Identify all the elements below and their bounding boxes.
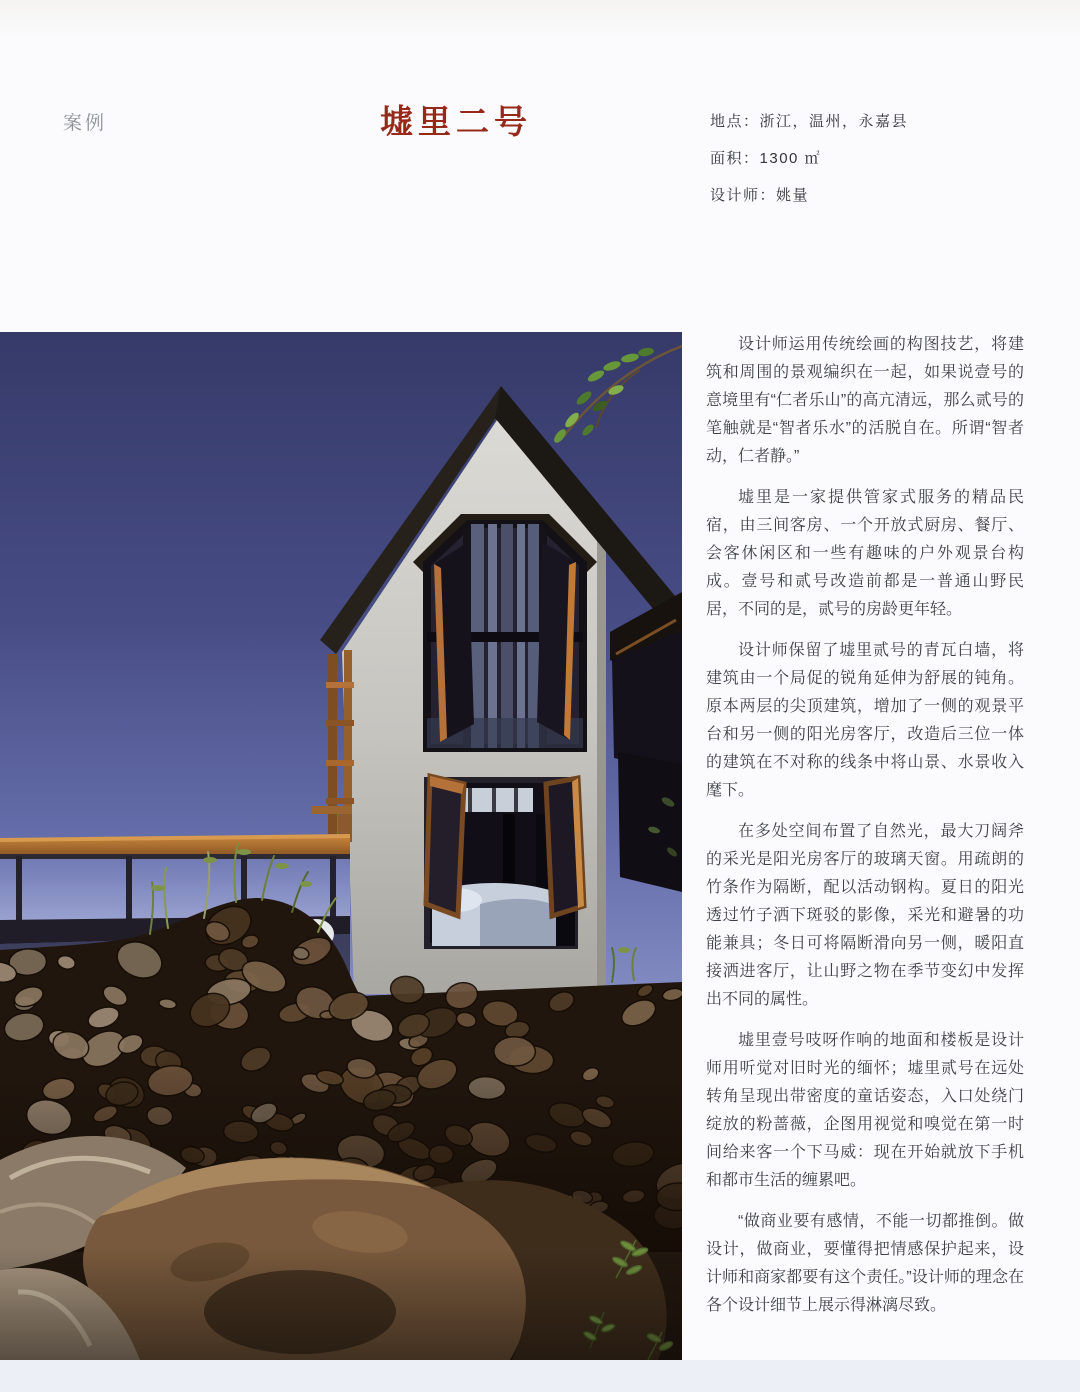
project-meta <box>710 103 908 214</box>
meta-value: 浙江，温州，永嘉县 <box>759 113 909 130</box>
photo-vignette <box>0 1248 682 1360</box>
architecture-photo <box>0 332 682 1360</box>
paragraph: 设计师保留了墟里贰号的青瓦白墙，将建筑由一个局促的锐角延伸为舒展的钝角。原本两层的尖顶建筑，增加了一侧的观景平台和另一侧的阳光房客厅，改造后三位一体的建筑在不对称的线条中将山景、水景收入麾下。 <box>706 642 1024 799</box>
meta-area <box>710 140 908 177</box>
article-column <box>706 331 1024 1333</box>
meta-location <box>710 103 908 140</box>
upper-window <box>413 514 597 748</box>
meta-label: 地点： <box>710 113 760 130</box>
meta-designer <box>710 177 908 214</box>
meta-value: 1300 ㎡ <box>759 150 822 167</box>
page-bottom-margin <box>0 1360 1080 1392</box>
paragraph: 在多处空间布置了自然光，最大刀阔斧的采光是阳光房客厅的玻璃天窗。用疏朗的竹条作为隔断，配以活动钢构。夏日的阳光透过竹子洒下斑驳的影像，采光和避暑的功能兼具；冬日可将隔断滑向另一侧，暖阳直接洒进客厅，让山野之物在季节变幻中发挥出不同的属性。 <box>706 823 1024 1008</box>
photo-illustration <box>0 332 682 1360</box>
meta-value: 姚量 <box>776 187 810 204</box>
meta-label: 面积： <box>710 150 760 167</box>
paragraph: 墟里是一家提供管家式服务的精品民宿，由三间客房、一个开放式厨房、餐厅、会客休闲区和一些有趣味的户外观景台构成。壹号和贰号改造前都是一普通山野民居，不同的是，贰号的房龄更年轻。 <box>706 489 1024 618</box>
neighbor-eave <box>610 592 682 892</box>
lower-window <box>426 776 584 946</box>
paragraph: 设计师运用传统绘画的构图技艺，将建筑和周围的景观编织在一起，如果说壹号的意境里有“仁者乐山”的高亢清远，那么贰号的笔触就是“智者乐水”的活脱自在。所谓“智者动，仁者静。” <box>706 336 1024 465</box>
paragraph: 墟里壹号吱呀作响的地面和楼板是设计师用听觉对旧时光的缅怀；墟里贰号在远处转角呈现出带密度的童话姿态，入口处绕门绽放的粉蔷薇，企图用视觉和嗅觉在第一时间给来客一个下马威：现在开始就放下手机和都市生活的缠累吧。 <box>706 1032 1024 1189</box>
meta-label: 设计师： <box>710 187 777 204</box>
paragraph: “做商业要有感情，不能一切都推倒。做设计，做商业，要懂得把情感保护起来，设计师和商家都要有这个责任。”设计师的理念在各个设计细节上展示得淋漓尽致。 <box>706 1213 1024 1314</box>
section-kicker: 案例 <box>63 113 108 134</box>
page-title: 墟里二号 <box>380 105 532 141</box>
